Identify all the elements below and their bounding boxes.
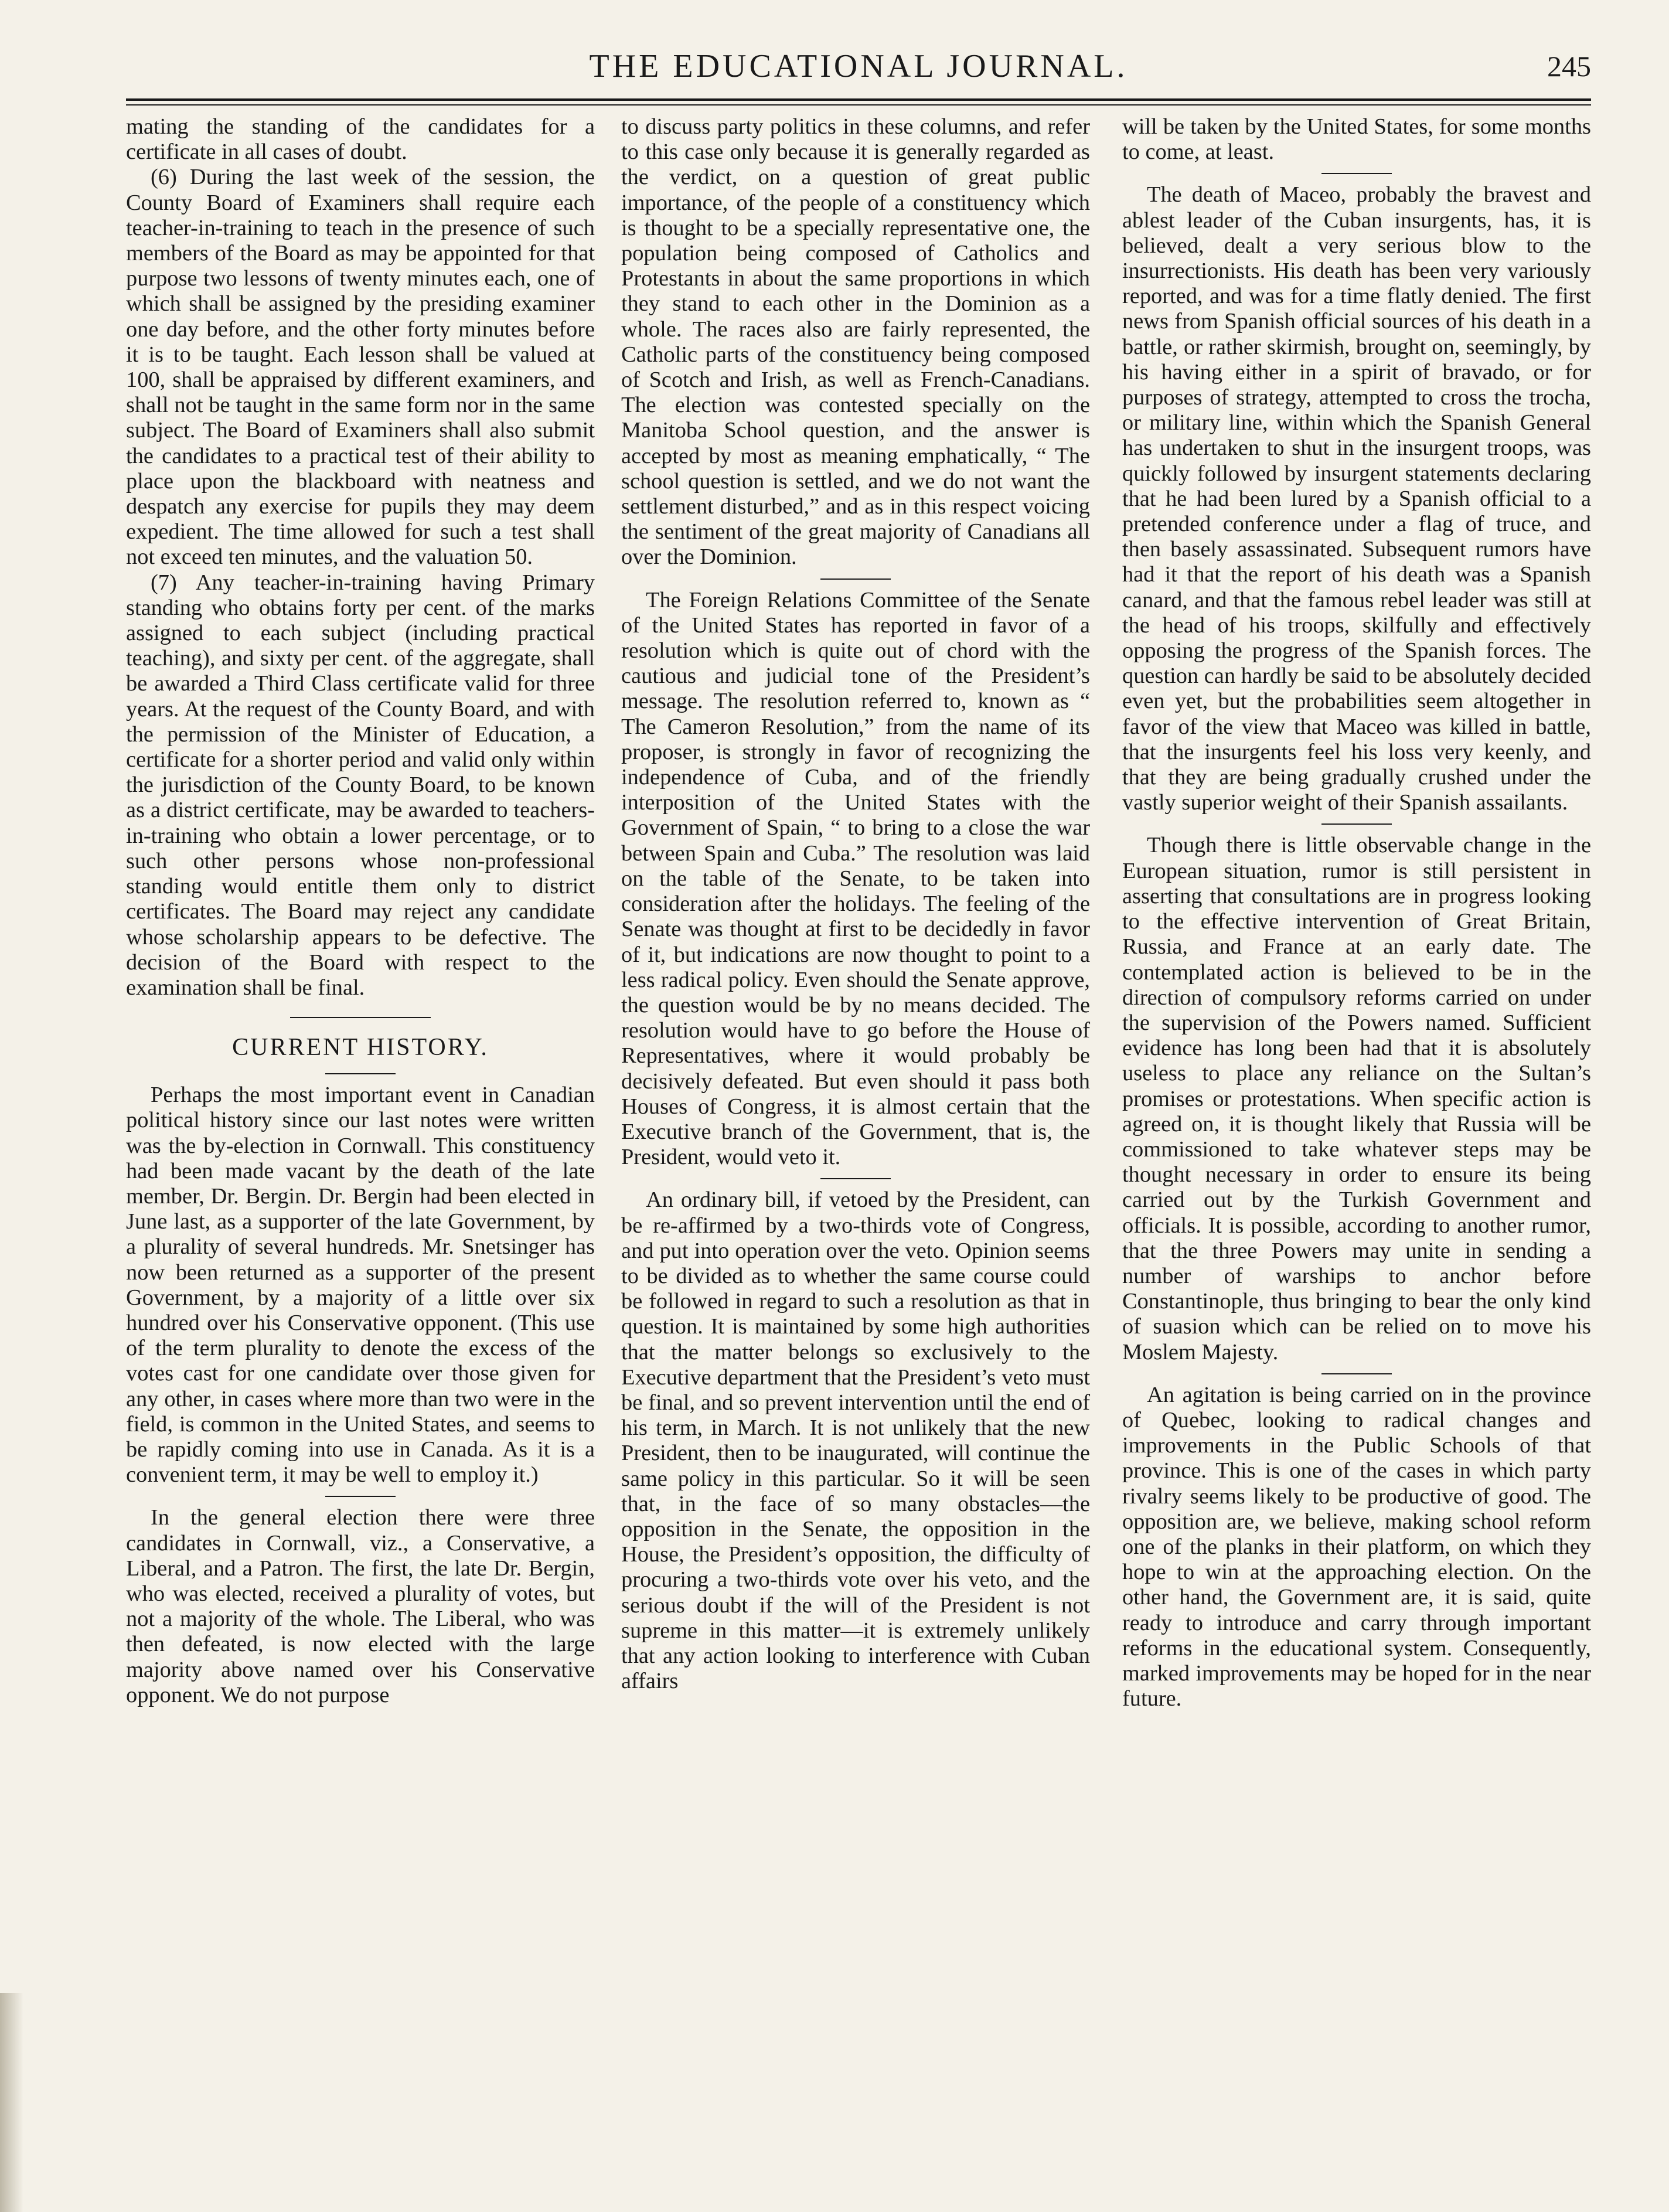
column-left: [126, 114, 595, 1708]
header-rule-thin: [126, 104, 1591, 106]
paragraph-general-election: In the general election there were three candidates in Cornwall, viz., a Conservative, a Liberal, and a Patron. The first, the late Dr. Bergin, who was elected, received a plurality of votes, but not a majority of the whole. The Liberal, who was then defeated, is now elected with the large majority above named over his Conservative opponent. We do not purpose: [126, 1505, 595, 1707]
paragraph-death-of-maceo: The death of Maceo, probably the bravest and ablest leader of the Cuban insurgents, has, it is believed, dealt a very serious blow to the insurrectionists. His death has been very variously reported, and was for a time flatly denied. The first news from Spanish official sources of his death in a battle, or rather skirmish, brought on, seemingly, by his having either in a spirit of bravado, or for purposes of strategy, attempted to cross the trocha, or military line, within which the Spanish General has undertaken to shut in the insurgent troops, was quickly followed by insurgent statements declaring that he had been lured by a Spanish official to a pretended conference under a flag of truce, and then basely assassinated. Subsequent rumors have had it that the report of his death was a Spanish canard, and that the famous rebel leader was still at the head of his troops, skilfully and effectively opposing the progress of the Spanish forces. The question can hardly be said to be absolutely decided even yet, but the probabilities seem altogether in favor of the view that Maceo was killed in battle, that the insurgents feel his loss very keenly, and that they are being gradually crushed under the vastly superior weight of their Spanish assailants.: [1122, 182, 1591, 815]
paragraph-european-situation: Though there is little observable change in the European situation, rumor is still persistent in asserting that consultations are in progress looking to the effective intervention of Great Britain, Russia, and France at an early date. The contemplated action is believed to be in the direction of compulsory reforms carried on under the supervision of the Powers named. Sufficient evidence has long been had that it is absolutely useless to place any reliance on the Sultan’s promises or protestations. When specific action is agreed on, it is thought likely that Russia will be commissioned to take whatever steps may be thought necessary in order to ensure its being carried out by the Turkish Government and officials. It is possible, according to another rumor, that the three Powers may unite in sending a number of warships to anchor before Constantinople, thus bringing to bear the only kind of suasion which can be relied on to move his Moslem Majesty.: [1122, 833, 1591, 1364]
paragraph-practical-teaching: (6) During the last week of the session, the County Board of Examiners shall require each teacher-in-training to teach in the presence of such members of the Board as may be appointed for that purpose two lessons of twenty minutes each, one of which shall be assigned by the presiding examiner one day before, and the other forty minutes before it is to be taught. Each lesson shall be valued at 100, shall be appraised by different examiners, and shall not be taught in the same form nor in the same subject. The Board of Examiners shall also submit the candidates to a practical test of their ability to place upon the blackboard with neatness and despatch any exercise for pupils they may deem expedient. The time allowed for such a test shall not exceed ten minutes, and the valuation 50.: [126, 165, 595, 570]
paragraph-cornwall-by-election: Perhaps the most important event in Canadian political history since our last notes were written was the by-election in Cornwall. This constituency had been made vacant by the death of the late member, Dr. Bergin. Dr. Bergin had been elected in June last, as a supporter of the late Government, by a plurality of several hundreds. Mr. Snetsinger has now been returned as a supporter of the present Government, by a majority of a little over six hundred over his Conservative opponent. (This use of the term plurality to denote the excess of the votes cast for one candidate over those given for any other, in cases where more than two were in the field, is common in the United States, and seems to be rapidly coming into use in Canada. As it is a convenient term, it may be well to employ it.): [126, 1083, 595, 1488]
column-right: [1122, 114, 1591, 1711]
paragraph-united-states-action: will be taken by the United States, for some months to come, at least.: [1122, 114, 1591, 165]
paragraph-third-class-certificate: (7) Any teacher-in-training having Primary standing who obtains forty per cent. of the marks assigned to each subject (including practical teaching), and sixty per cent. of the aggregate, shall be awarded a Third Class certificate valid for three years. At the request of the County Board, and with the permission of the Minister of Education, a certificate for a shorter period and valid only within the jurisdiction of the County Board, to be known as a district certificate, may be awarded to teachers-in-training who obtain a lower percentage, or to such other persons whose non-professional standing would entitle them only to district certificates. The Board may reject any candidate whose scholarship appears to be defective. The decision of the Board with respect to the examination shall be final.: [126, 570, 595, 1000]
article-divider: [1321, 173, 1392, 174]
article-divider: [325, 1496, 396, 1497]
header-rule-thick: [126, 98, 1591, 101]
column-middle: [621, 114, 1090, 1694]
heading-divider: [325, 1073, 396, 1074]
paragraph-party-politics: to discuss party politics in these columns, and refer to this case only because it is generally regarded as the verdict, on a question of great public importance, of the people of a constituency which is thought to be a specially representative one, the population being composed of Catholics and Protestants in about the same proportions in which they stand to each other in the Dominion as a whole. The races also are fairly represented, the Catholic parts of the constituency being composed of Scotch and Irish, as well as French-Canadians. The election was contested specially on the Manitoba School question, and the answer is accepted by most as meaning emphatically, “ The school question is settled, and we do not want the settlement disturbed,” and as in this respect voicing the sentiment of the great majority of Canadians all over the Dominion.: [621, 114, 1090, 570]
article-divider: [1321, 1373, 1392, 1374]
section-divider: [290, 1017, 431, 1018]
article-divider: [820, 578, 891, 580]
page-number: 245: [1547, 50, 1591, 83]
paragraph-certificate-continuation: mating the standing of the candidates for a certificate in all cases of doubt.: [126, 114, 595, 165]
paragraph-foreign-relations: The Foreign Relations Committee of the Senate of the United States has reported in favor of a resolution which is quite out of chord with the cautious and judicial tone of the President’s message. The resolution referred to, known as “ The Cameron Resolution,” from the name of its proposer, is strongly in favor of recognizing the independence of Cuba, and of the friendly interposition of the United States with the Government of Spain, “ to bring to a close the war between Spain and Cuba.” The resolution was laid on the table of the Senate, to be taken into consideration after the holidays. The feeling of the Senate was thought at first to be decidedly in favor of it, but indications are now thought to point to a less radical policy. Even should the Senate approve, the question would be by no means decided. The resolution would have to go before the House of Representatives, where it would probably be decisively defeated. But even should it pass both Houses of Congress, it is almost certain that the Executive branch of the Government, that is, the President, would veto it.: [621, 587, 1090, 1170]
section-heading-current-history: CURRENT HISTORY.: [232, 1034, 489, 1061]
paragraph-presidential-veto: An ordinary bill, if vetoed by the President, can be re-affirmed by a two-thirds vote of Congress, and put into operation over the veto. Opinion seems to be divided as to whether the same course could be followed in regard to such a resolution as that in question. It is maintained by some high authorities that the matter belongs so exclusively to the Executive department that the President’s veto must be final, and so prevent intervention until the end of his term, in March. It is not unlikely that the new President, then to be inaugurated, will continue the same policy in this particular. So it will be seen that, in the face of so many obstacles—the opposition in the Senate, the opposition in the House, the President’s opposition, the difficulty of procuring a two-thirds vote over his veto, and the serious doubt if the will of the President is not supreme in this matter—it is extremely unlikely that any action looking to interference with Cuban affairs: [621, 1187, 1090, 1694]
article-divider: [1321, 823, 1392, 825]
paragraph-quebec-agitation: An agitation is being carried on in the province of Quebec, looking to radical changes and improvements in the Public Schools of that province. This is one of the cases in which party rivalry seems likely to be productive of good. The opposition are, we believe, making school reform one of the planks in their platform, on which they hope to win at the approaching election. On the other hand, the Government are, it is said, quite ready to introduce and carry through important reforms in the educational system. Consequently, marked improvements may be hoped for in the near future.: [1122, 1382, 1591, 1711]
page-edge-shadow: [0, 1993, 23, 2212]
page-header: [126, 34, 1591, 98]
article-divider: [820, 1178, 891, 1179]
journal-title: THE EDUCATIONAL JOURNAL.: [589, 48, 1128, 84]
